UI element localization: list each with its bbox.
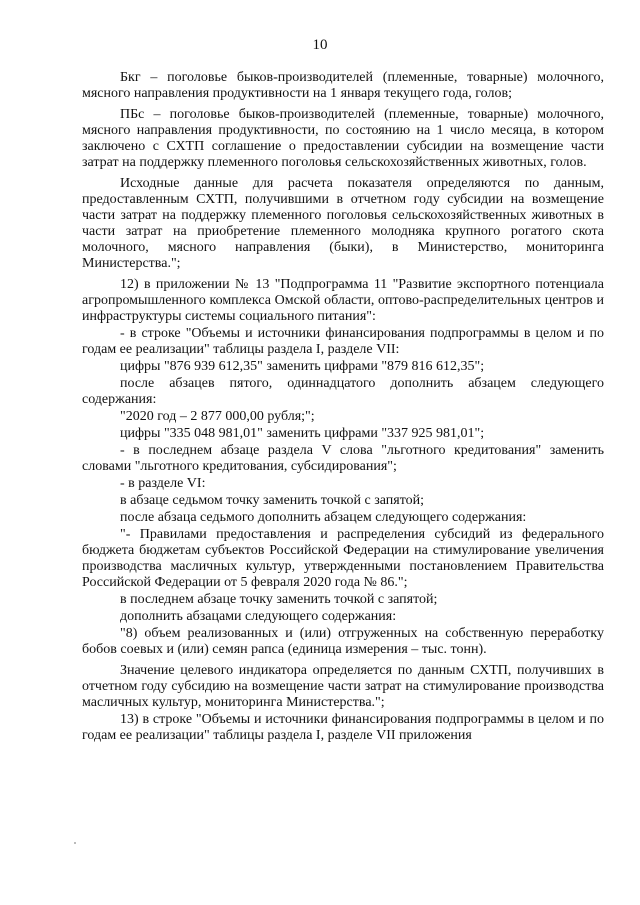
paragraph-rules-quote: "- Правилами предоставления и распределения субсидий из федерального бюджета бюджетам субъектов Российской Федерации на стимулирование увеличения производства масличных культур, утвержденными постановлением Правительства Российской Федерации от 5 февраля 2020 года № 86."; bbox=[82, 527, 604, 590]
paragraph-year-2020: "2020 год – 2 877 000,00 рубля;"; bbox=[120, 409, 315, 424]
paragraph-pbs-definition: ПБс – поголовье быков-производителей (племенные, товарные) молочного, мясного направления продуктивности, по состоянию на 1 число месяца, в котором заключено с СХТП соглашение о предоставлении субсидии на возмещение части затрат на поддержку племенного поголовья сельскохозяйственных животных, голов. bbox=[82, 107, 604, 170]
paragraph-financing-row: - в строке "Объемы и источники финансирования подпрограммы в целом и по годам ее реализации" таблицы раздела I, разделе VII: bbox=[82, 326, 604, 357]
paragraph-last-abzac: в последнем абзаце точку заменить точкой с запятой; bbox=[120, 592, 438, 607]
paragraph-item-13: 13) в строке "Объемы и источники финансирования подпрограммы в целом и по годам ее реализации" таблицы раздела I, разделе VII приложения bbox=[82, 712, 604, 743]
paragraph-item-12: 12) в приложении № 13 "Подпрограмма 11 "Развитие экспортного потенциала агропромышленного комплекса Омской области, оптово-распределительных центров и инфраструктуры системы социального питания": bbox=[82, 277, 604, 324]
paragraph-add-after-fifth: после абзацев пятого, одиннадцатого дополнить абзацем следующего содержания: bbox=[82, 376, 604, 407]
paragraph-source-data: Исходные данные для расчета показателя определяются по данным, предоставленным СХТП, получившими в отчетном году субсидии на возмещение части затрат на поддержку племенного поголовья сельскохозяйственных животных в части затрат на приобретение племенного молодняка крупного рогатого скота молочного, мясного направления (быки), в Министерство, мониторинга Министерства."; bbox=[82, 176, 604, 271]
page-number: 10 bbox=[312, 37, 328, 53]
paragraph-section-v-change: - в последнем абзаце раздела V слова "льготного кредитования" заменить словами "льготного кредитования, субсидирования"; bbox=[82, 443, 604, 474]
document-body bbox=[82, 70, 604, 744]
paragraph-replace-figures-1: цифры "876 939 612,35" заменить цифрами "879 816 612,35"; bbox=[120, 359, 485, 374]
paragraph-supplement: дополнить абзацами следующего содержания: bbox=[120, 609, 397, 624]
paragraph-seventh-abzac: в абзаце седьмом точку заменить точкой с запятой; bbox=[120, 493, 425, 508]
paragraph-bkg-definition: Бкг – поголовье быков-производителей (племенные, товарные) молочного, мясного направления продуктивности на 1 января текущего года, голов; bbox=[82, 70, 604, 101]
paragraph-add-after-seventh: после абзаца седьмого дополнить абзацем следующего содержания: bbox=[120, 510, 527, 525]
scan-speck bbox=[74, 842, 76, 844]
paragraph-indicator-8: "8) объем реализованных и (или) отгруженных на собственную переработку бобов соевых и (или) семян рапса (единица измерения – тыс. тонн). bbox=[82, 626, 604, 657]
paragraph-replace-figures-2: цифры "335 048 981,01" заменить цифрами "337 925 981,01"; bbox=[120, 426, 485, 441]
paragraph-indicator-value: Значение целевого индикатора определяется по данным СХТП, получивших в отчетном году субсидию на возмещение части затрат на стимулирование производства масличных культур, мониторинга Министерства."; bbox=[82, 663, 604, 710]
paragraph-section-vi: - в разделе VI: bbox=[120, 476, 206, 491]
